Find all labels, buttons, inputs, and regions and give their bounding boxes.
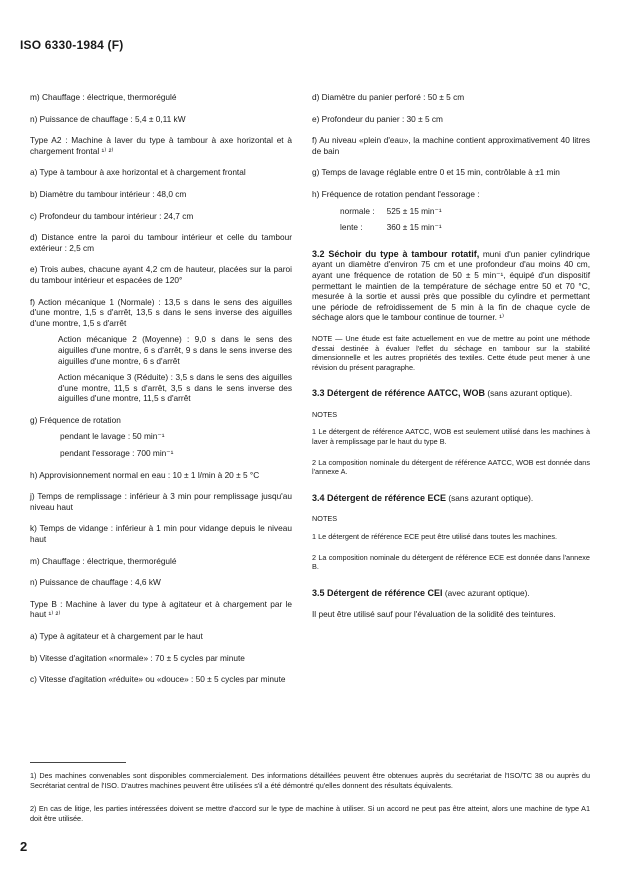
section-3-3-tail: (sans azurant optique). [485, 388, 573, 399]
footnote-1: 1) Des machines convenables sont disponibles commercialement. Des informations détaillées peuvent être obtenues auprès du secrétariat de l'ISO/TC 38 ou auprès du Secrétariat central de l'ISO. D'autres machines peuvent être utilisées s'il a été démontré qu'elles donnent des résultats équivalents. [30, 771, 590, 790]
section-3-5-body: Il peut être utilisé sauf pour l'évaluation de la solidité des teintures. [312, 609, 556, 620]
section-3-3 [312, 388, 590, 399]
section-3-5 [312, 588, 590, 599]
item-j-filling: j) Temps de remplissage : inférieur à 3 min pour remplissage jusqu'au niveau haut [30, 491, 292, 512]
section-3-4-notes-label: NOTES [312, 514, 338, 524]
item-b-b: b) Vitesse d'agitation «normale» : 70 ± 5 cycles par minute [30, 652, 245, 663]
item-f-water-level: f) Au niveau «plein d'eau», la machine contient approximativement 40 litres de bain [312, 135, 590, 156]
section-3-3-note-1: 1 Le détergent de référence AATCC, WOB est seulement utilisé dans les machines à laver à remplissage par le haut du type B. [312, 427, 590, 447]
document-header: ISO 6330-1984 (F) [20, 38, 124, 52]
type-a2-heading: Type A2 : Machine à laver du type à tambour à axe horizontal et à chargement frontal ¹⁾ ²⁾ [30, 135, 292, 156]
section-3-3-notes-label: NOTES [312, 409, 338, 419]
item-f-action-3: Action mécanique 3 (Réduite) : 3,5 s dans le sens des aiguilles d'une montre, 11,5 s d'arrêt, 3,5 s dans le sens inverse des aiguilles d'une montre, 11,5 s d'arrêt [58, 372, 292, 404]
section-3-5-tail: (avec azurant optique). [442, 587, 530, 598]
section-3-4-note-1: 1 Le détergent de référence ECE peut être utilisé dans toutes les machines. [312, 532, 557, 542]
spin-slow-label: lente : [340, 222, 363, 233]
item-c: c) Profondeur du tambour intérieur : 24,7 cm [30, 210, 194, 221]
spin-normal [312, 206, 590, 217]
section-3-4-title: 3.4 Détergent de référence ECE [312, 492, 447, 503]
footnote-2: 2) En cas de litige, les parties intéressées doivent se mettre d'accord sur le type de machine à utiliser. Si un accord ne peut pas être atteint, alors une machine de type A1 doit être utilisée. [30, 804, 590, 823]
item-m2-heating: m) Chauffage : électrique, thermorégulé [30, 555, 177, 566]
item-h-spin: h) Fréquence de rotation pendant l'essorage : [312, 188, 480, 199]
item-f-action-2: Action mécanique 2 (Moyenne) : 9,0 s dans le sens des aiguilles d'une montre, 6 s d'arrêt, 9 s dans le sens inverse des aiguilles d'une montre, 6 s d'arrêt [58, 334, 292, 366]
section-3-4-note-2: 2 La composition nominale du détergent de référence ECE est donnée dans l'annexe B. [312, 552, 590, 572]
section-3-4 [312, 493, 590, 504]
item-f-action-1: f) Action mécanique 1 (Normale) : 13,5 s dans le sens des aiguilles d'une montre, 1,5 s d'arrêt, 13,5 s dans le sens inverse des aiguilles d'une montre, 1,5 s d'arrêt [30, 296, 292, 328]
spin-normal-value: 525 ± 15 min⁻¹ [386, 205, 442, 216]
item-g-washing: pendant le lavage : 50 min⁻¹ [60, 431, 165, 442]
item-k-drain: k) Temps de vidange : inférieur à 1 min pour vidange depuis le niveau haut [30, 523, 292, 545]
section-3-5-title: 3.5 Détergent de référence CEI [312, 587, 443, 598]
item-e: e) Trois aubes, chacune ayant 4,2 cm de hauteur, placées sur la paroi du tambour intérieur et espacées de 120° [30, 264, 292, 285]
item-e-depth: e) Profondeur du panier : 30 ± 5 cm [312, 113, 443, 124]
section-3-3-note-2: 2 La composition nominale du détergent de référence AATCC, WOB est donnée dans l'annexe A. [312, 457, 590, 477]
section-3-2-note: NOTE — Une étude est faite actuellement en vue de mettre au point une méthode d'essai destinée à évaluer l'effet du séchage en tambour sur la stabilité dimensionnelle et les autres propriétés des textiles. Cette étude peut mener à une révision du présent paragraphe. [312, 333, 590, 372]
item-b-a: a) Type à agitateur et à chargement par le haut [30, 631, 203, 641]
left-column [30, 92, 292, 696]
section-3-2 [312, 249, 590, 323]
item-b-c: c) Vitesse d'agitation «réduite» ou «douce» : 50 ± 5 cycles par minute [30, 674, 286, 685]
section-3-3-title: 3.3 Détergent de référence AATCC, WOB [312, 388, 486, 399]
item-n2-power: n) Puissance de chauffage : 4,6 kW [30, 577, 161, 588]
item-g-wash-time: g) Temps de lavage réglable entre 0 et 15 min, contrôlable à ±1 min [312, 167, 560, 178]
item-b: b) Diamètre du tambour intérieur : 48,0 cm [30, 188, 187, 199]
item-d-basket: d) Diamètre du panier perforé : 50 ± 5 cm [312, 92, 465, 102]
item-g-rotation: g) Fréquence de rotation [30, 414, 121, 425]
item-h-water: h) Approvisionnement normal en eau : 10 ± 1 l/min à 20 ± 5 °C [30, 469, 260, 480]
type-b-heading: Type B : Machine à laver du type à agitateur et à chargement par le haut ¹⁾ ²⁾ [30, 598, 292, 620]
item-m-heating: m) Chauffage : électrique, thermorégulé [30, 92, 177, 102]
spin-slow-value: 360 ± 15 min⁻¹ [386, 222, 442, 233]
section-3-2-title: 3.2 Séchoir du type à tambour rotatif, [312, 248, 480, 259]
item-n-power: n) Puissance de chauffage : 5,4 ± 0,11 kW [30, 113, 186, 124]
right-column [312, 92, 590, 631]
spin-slow [312, 222, 590, 233]
page-number: 2 [20, 839, 28, 854]
section-3-2-body: muni d'un panier cylindrique ayant un diamètre d'environ 75 cm et une profondeur d'au moins 40 cm, ayant une fréquence de rotation de 50 ± 5 min⁻¹, équipé d'un dispositif permettant le maintien de la température de séchage entre 50 et 70 °C, mesurée à la sortie et aussi près que possible du cylindre et permettant une période de refroidissement de 5 min à la fin de chaque cycle de séchage alors que le tambour continue de tourner. ¹⁾ [312, 248, 591, 323]
section-3-4-tail: (sans azurant optique). [446, 492, 534, 503]
item-a: a) Type à tambour à axe horizontal et à chargement frontal [30, 167, 246, 178]
item-d: d) Distance entre la paroi du tambour intérieur et celle du tambour extérieur : 2,5 cm [30, 232, 292, 253]
footnote-divider [30, 762, 126, 763]
spin-normal-label: normale : [340, 205, 375, 216]
item-g-spinning: pendant l'essorage : 700 min⁻¹ [60, 448, 174, 459]
